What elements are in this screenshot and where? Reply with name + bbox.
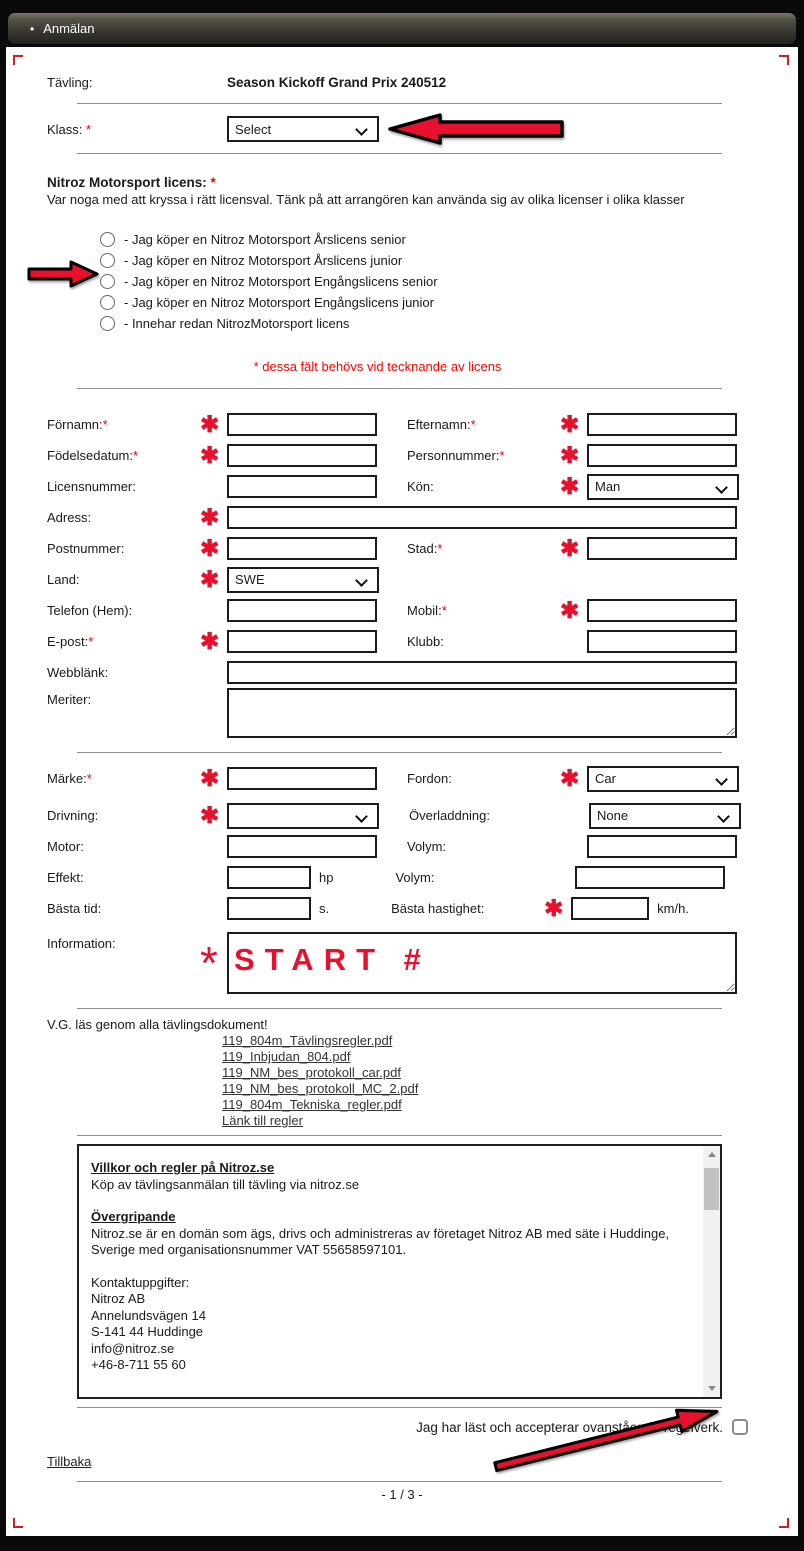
stad-input[interactable]	[587, 537, 737, 560]
required-star-icon: ✱	[200, 442, 220, 468]
radio-label: - Jag köper en Nitroz Motorsport Engångslicens senior	[124, 274, 438, 289]
field-label: Volym:	[407, 839, 447, 854]
licensnummer-input[interactable]	[227, 475, 377, 498]
required-star-icon: ✱	[560, 473, 580, 499]
field-label: Klubb:	[407, 634, 444, 649]
required-star-icon: ✱	[560, 597, 580, 623]
chevron-down-icon	[715, 773, 728, 786]
license-option-arslicens-junior[interactable]	[100, 250, 798, 271]
land-select-value: SWE	[235, 572, 265, 587]
effekt-input[interactable]	[227, 866, 311, 889]
drivning-select[interactable]	[227, 803, 379, 829]
terms-text: Köp av tävlingsanmälan till tävling via nitroz.se	[91, 1176, 360, 1192]
field-label: Överladdning:	[409, 808, 490, 823]
annotation-arrow-right-icon	[26, 260, 100, 288]
radio-icon[interactable]	[100, 274, 115, 289]
field-label: Effekt:	[47, 870, 84, 885]
required-star-icon: ✱	[200, 535, 220, 561]
fodelsedatum-input[interactable]	[227, 444, 377, 467]
field-label: Personnummer:*	[407, 448, 505, 463]
webblank-input[interactable]	[227, 661, 737, 684]
terms-box[interactable]	[77, 1144, 722, 1399]
required-star-icon: ✱	[200, 411, 220, 437]
field-label: Land:	[47, 572, 80, 587]
field-label: Kön:	[407, 479, 434, 494]
divider	[77, 1481, 722, 1482]
field-label: Bästa hastighet:	[391, 901, 485, 916]
field-label: Adress:	[47, 510, 92, 525]
required-star-icon: ✱	[200, 765, 220, 791]
klubb-input[interactable]	[587, 630, 737, 653]
information-textarea[interactable]	[227, 932, 737, 994]
divider	[77, 153, 722, 154]
efternamn-input[interactable]	[587, 413, 737, 436]
competition-row	[47, 72, 798, 92]
required-star-icon: ✱	[560, 765, 580, 791]
adress-input[interactable]	[227, 506, 737, 529]
form-row	[47, 763, 798, 794]
license-option-engangslicens-junior[interactable]	[100, 292, 798, 313]
class-select-value: Select	[235, 121, 272, 137]
terms-heading: Villkor och regler på Nitroz.se	[91, 1160, 275, 1175]
field-label: Volym:	[395, 870, 435, 885]
radio-label: - Innehar redan NitrozMotorsport licens	[124, 316, 350, 331]
motor-input[interactable]	[227, 835, 377, 858]
required-star-icon: ✱	[200, 566, 220, 592]
document-link[interactable]: 119_804m_Tekniska_regler.pdf	[222, 1097, 402, 1112]
radio-label: - Jag köper en Nitroz Motorsport Årslicens senior	[124, 232, 406, 247]
volym-input[interactable]	[587, 835, 737, 858]
divider	[77, 1008, 722, 1009]
mobil-input[interactable]	[587, 599, 737, 622]
overladdning-select[interactable]	[589, 803, 741, 829]
field-label: Fordon:	[407, 771, 452, 786]
crop-mark-bottom-left-icon	[13, 1518, 23, 1528]
form-row	[47, 800, 798, 831]
document-link[interactable]: 119_804m_Tävlingsregler.pdf	[222, 1033, 393, 1048]
competition-value: Season Kickoff Grand Prix 240512	[227, 74, 447, 90]
required-star-icon: ✱	[560, 442, 580, 468]
required-star-icon: *	[200, 937, 218, 989]
scroll-up-button[interactable]	[703, 1146, 720, 1163]
field-label: Födelsedatum:*	[47, 448, 139, 463]
triangle-down-icon	[708, 1386, 716, 1391]
radio-label: - Jag köper en Nitroz Motorsport Engångslicens junior	[124, 295, 434, 310]
radio-label: - Jag köper en Nitroz Motorsport Årslicens junior	[124, 253, 403, 268]
form-row	[47, 893, 798, 924]
unit-label: hp	[319, 870, 334, 885]
terms-contact-line: Annelundsvägen 14	[91, 1307, 206, 1323]
field-label: E-post:*	[47, 634, 94, 649]
meriter-textarea[interactable]	[227, 688, 737, 738]
terms-text: Nitroz.se är en domän som ägs, drivs och administreras av företaget Nitroz AB med säte i Huddinge, Sverige med organisationsnummer VAT 55658597101.	[91, 1225, 670, 1257]
form-row	[47, 831, 798, 862]
divider	[77, 103, 722, 104]
chevron-down-icon	[355, 810, 368, 823]
chevron-down-icon	[715, 481, 728, 494]
personnummer-input[interactable]	[587, 444, 737, 467]
radio-icon[interactable]	[100, 295, 115, 310]
form-panel	[6, 47, 798, 1536]
form-row	[47, 409, 798, 440]
license-options	[100, 229, 798, 334]
postnummer-input[interactable]	[227, 537, 377, 560]
required-star-icon: ✱	[560, 535, 580, 561]
form-row	[47, 688, 798, 738]
marke-input[interactable]	[227, 767, 377, 790]
terms-contact-line: Nitroz AB	[91, 1291, 146, 1306]
chevron-down-icon	[355, 574, 368, 587]
terms-subheading: Övergripande	[91, 1209, 176, 1224]
field-label: Webblänk:	[47, 665, 109, 680]
field-label: Information:	[47, 936, 116, 951]
divider	[77, 752, 722, 753]
document-link[interactable]: 119_Inbjudan_804.pdf	[222, 1049, 351, 1064]
class-select[interactable]	[227, 116, 379, 142]
volym2-input[interactable]	[575, 866, 725, 889]
field-label: Drivning:	[47, 808, 99, 823]
back-link[interactable]: Tillbaka	[47, 1454, 92, 1469]
unit-label: km/h.	[657, 901, 689, 916]
window-titlebar	[8, 13, 796, 44]
kon-select[interactable]	[587, 474, 739, 500]
accept-label: Jag har läst och accepterar ovanstående regelverk.	[416, 1419, 723, 1435]
epost-input[interactable]	[227, 630, 377, 653]
fordon-select-value: Car	[595, 771, 616, 786]
kon-select-value: Man	[595, 479, 621, 494]
radio-icon[interactable]	[100, 316, 115, 331]
form-row	[47, 502, 798, 533]
divider	[77, 1135, 722, 1136]
license-note: Var noga med att kryssa i rätt licensval. Tänk på att arrangören kan använda sig av olika licenser i olika klasser	[47, 192, 685, 207]
overladdning-select-value: None	[597, 808, 629, 823]
field-label: Licensnummer:	[47, 479, 136, 494]
required-star-icon: ✱	[200, 628, 220, 654]
crop-mark-top-right-icon	[779, 55, 789, 65]
crop-mark-bottom-right-icon	[779, 1518, 789, 1528]
license-footnote: * dessa fält behövs vid tecknande av licens	[253, 359, 502, 374]
crop-mark-top-left-icon	[13, 55, 23, 65]
annotation-arrow-left-icon	[386, 112, 566, 146]
field-label: Meriter:	[47, 692, 92, 707]
form-row	[47, 440, 798, 471]
field-label: Efternamn:*	[407, 417, 476, 432]
field-label: Mobil:*	[407, 603, 447, 618]
license-option-arslicens-senior[interactable]	[100, 229, 798, 250]
land-select[interactable]	[227, 567, 379, 593]
field-label: Postnummer:	[47, 541, 125, 556]
required-star-icon: ✱	[544, 895, 564, 921]
terms-contact-label: Kontaktuppgifter:	[91, 1274, 190, 1290]
field-label: Bästa tid:	[47, 901, 102, 916]
license-option-has-license[interactable]	[100, 313, 798, 334]
form-row	[47, 626, 798, 657]
accept-checkbox[interactable]	[732, 1419, 748, 1435]
radio-icon[interactable]	[100, 253, 115, 268]
class-label: Klass: *	[47, 121, 92, 137]
field-label: Märke:*	[47, 771, 92, 786]
triangle-up-icon	[708, 1152, 716, 1157]
terms-contact-line: +46-8-711 55 60	[91, 1357, 186, 1372]
required-star-icon: ✱	[200, 504, 220, 530]
form-row	[47, 657, 798, 688]
field-label: Stad:*	[407, 541, 443, 556]
field-label: Telefon (Hem):	[47, 603, 133, 618]
chevron-down-icon	[355, 123, 368, 136]
required-star-icon: ✱	[560, 411, 580, 437]
document-link[interactable]: 119_NM_bes_protokoll_car.pdf	[222, 1065, 401, 1080]
form-row	[47, 862, 798, 893]
form-row	[47, 533, 798, 564]
basta-tid-input[interactable]	[227, 897, 311, 920]
form-row	[47, 595, 798, 626]
document-links	[222, 1033, 798, 1129]
scrollbar[interactable]	[703, 1146, 720, 1397]
divider	[77, 1407, 722, 1408]
license-option-engangslicens-senior[interactable]	[100, 271, 798, 292]
chevron-down-icon	[717, 810, 730, 823]
competition-label: Tävling:	[47, 74, 93, 90]
documents-intro: V.G. läs genom alla tävlingsdokument!	[47, 1017, 268, 1032]
page-indicator: - 1 / 3 -	[381, 1487, 423, 1502]
page-title: Anmälan	[43, 21, 95, 36]
terms-contact-line: S-141 44 Huddinge	[91, 1324, 204, 1339]
terms-contact-line: info@nitroz.se	[91, 1340, 175, 1356]
license-heading: Nitroz Motorsport licens: *	[47, 175, 216, 190]
scroll-down-button[interactable]	[703, 1380, 720, 1397]
field-label: Motor:	[47, 839, 84, 854]
fordon-select[interactable]	[587, 766, 739, 792]
field-label: Förnamn:*	[47, 417, 108, 432]
rules-link[interactable]: Länk till regler	[222, 1113, 303, 1128]
form-row	[47, 471, 798, 502]
divider	[77, 388, 722, 389]
form-row	[47, 932, 798, 994]
scrollbar-thumb[interactable]	[704, 1168, 719, 1210]
back-row	[47, 1454, 798, 1469]
telefon-input[interactable]	[227, 599, 377, 622]
document-link[interactable]: 119_NM_bes_protokoll_MC_2.pdf	[222, 1081, 419, 1096]
unit-label: s.	[319, 901, 330, 916]
basta-hastighet-input[interactable]	[571, 897, 649, 920]
radio-icon[interactable]	[100, 232, 115, 247]
bullet-icon: •	[30, 21, 35, 36]
fornamn-input[interactable]	[227, 413, 377, 436]
form-row	[47, 564, 798, 595]
required-star-icon: ✱	[200, 802, 220, 828]
